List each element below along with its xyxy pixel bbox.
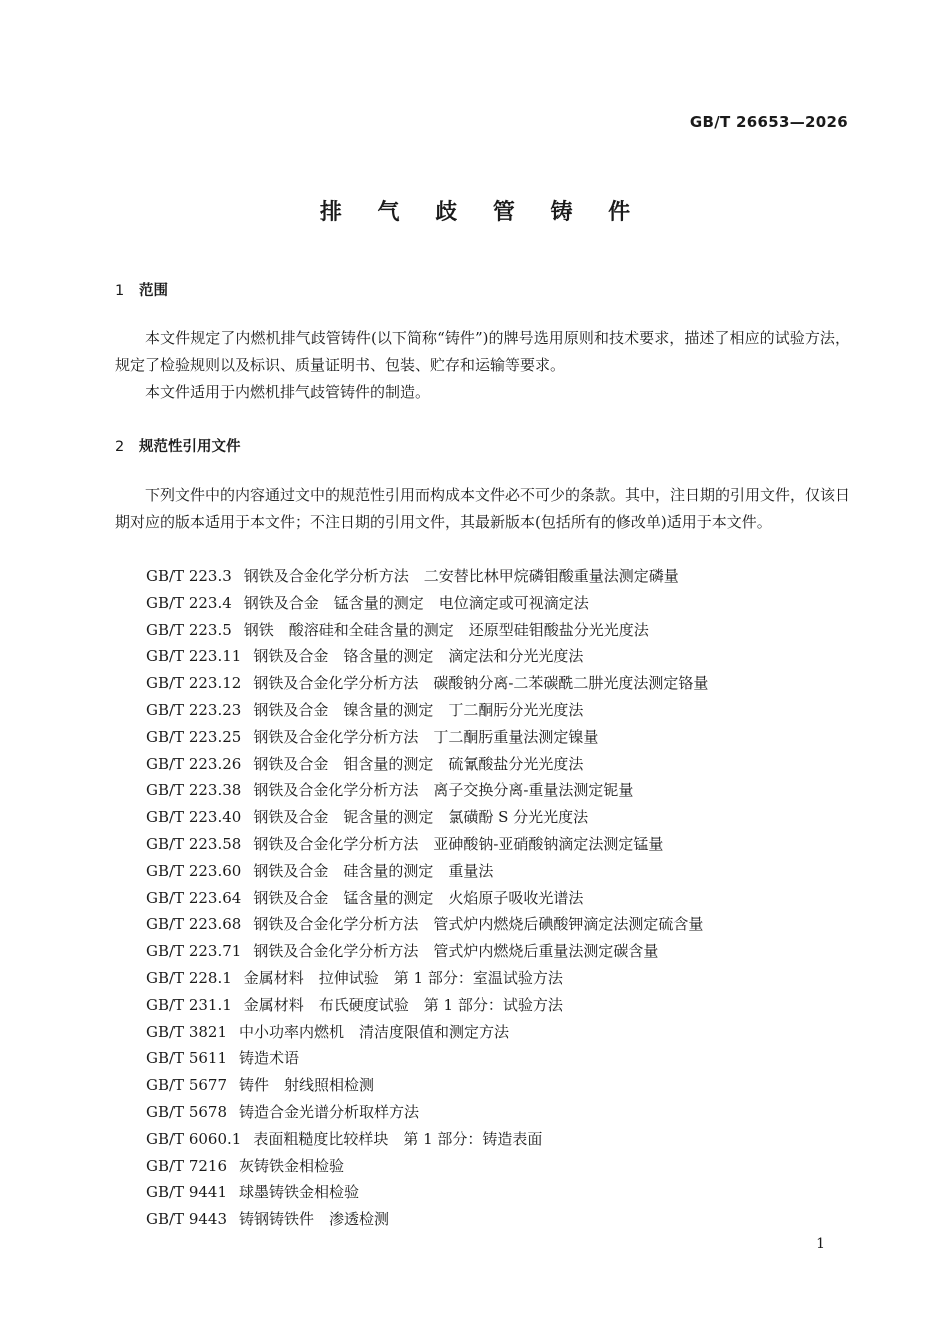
reference-title: 钢铁及合金化学分析方法 碳酸钠分离-二苯碳酰二肼光度法测定铬量: [253, 674, 709, 693]
reference-code: GB/T 223.26: [146, 754, 242, 773]
reference-code: GB/T 223.23: [146, 700, 242, 719]
reference-title: 钢铁及合金 镍含量的测定 丁二酮肟分光光度法: [253, 700, 584, 719]
reference-code: GB/T 223.58: [146, 834, 242, 853]
reference-item: [146, 697, 708, 724]
reference-item: [146, 1045, 708, 1072]
reference-title: 钢铁及合金化学分析方法 管式炉内燃烧后碘酸钾滴定法测定硫含量: [253, 915, 704, 934]
reference-code: GB/T 5677: [146, 1076, 228, 1095]
reference-code: GB/T 3821: [146, 1022, 228, 1041]
reference-title: 钢铁 酸溶硅和全硅含量的测定 还原型硅钼酸盐分光光度法: [243, 620, 649, 639]
section-1-paragraph-2: 本文件适用于内燃机排气歧管铸件的制造。: [145, 383, 431, 401]
reference-item: [146, 670, 708, 697]
standard-number: GB/T 26653—2026: [689, 113, 848, 131]
reference-title: 钢铁及合金化学分析方法 管式炉内燃烧后重量法测定碳含量: [253, 942, 659, 961]
reference-code: GB/T 9441: [146, 1183, 228, 1202]
reference-title: 铸造术语: [239, 1049, 300, 1068]
reference-item: [146, 1179, 708, 1206]
reference-list: [146, 563, 708, 1233]
reference-code: GB/T 223.3: [146, 567, 232, 585]
section-1-title: 范围: [139, 283, 168, 299]
reference-title: 钢铁及合金化学分析方法 二安替比林甲烷磷钼酸重量法测定磷量: [243, 567, 679, 585]
reference-code: GB/T 9443: [146, 1210, 228, 1229]
reference-title: 钢铁及合金 锰含量的测定 电位滴定或可视滴定法: [243, 593, 589, 612]
reference-item: [146, 992, 708, 1019]
section-2-heading: [115, 435, 241, 456]
reference-title: 金属材料 布氏硬度试验 第 1 部分：试验方法: [243, 995, 563, 1014]
section-1-paragraph-1: 本文件规定了内燃机排气歧管铸件(以下简称“铸件”)的牌号选用原则和技术要求，描述了相应的试验方法，规定了检验规则以及标识、质量证明书、包装、贮存和运输等要求。: [115, 329, 850, 374]
reference-code: GB/T 6060.1: [146, 1129, 242, 1148]
reference-item: [146, 724, 708, 751]
reference-title: 球墨铸铁金相检验: [239, 1183, 360, 1202]
reference-item: [146, 617, 708, 644]
reference-code: GB/T 223.38: [146, 781, 242, 800]
reference-code: GB/T 5611: [146, 1049, 228, 1068]
reference-code: GB/T 7216: [146, 1156, 228, 1175]
reference-code: GB/T 223.5: [146, 620, 232, 639]
reference-code: GB/T 223.40: [146, 808, 242, 827]
reference-code: GB/T 223.60: [146, 861, 242, 880]
reference-code: GB/T 5678: [146, 1102, 228, 1121]
reference-title: 金属材料 拉伸试验 第 1 部分：室温试验方法: [243, 968, 563, 987]
reference-title: 铸造合金光谱分析取样方法: [239, 1102, 420, 1121]
reference-code: GB/T 223.12: [146, 674, 242, 693]
reference-title: 钢铁及合金化学分析方法 亚砷酸钠-亚硝酸钠滴定法测定锰量: [253, 834, 664, 853]
reference-title: 钢铁及合金化学分析方法 丁二酮肟重量法测定镍量: [253, 727, 599, 746]
reference-item: [146, 885, 708, 912]
reference-item: [146, 1153, 708, 1180]
reference-item: [146, 1206, 708, 1233]
reference-item: [146, 1099, 708, 1126]
section-1-heading: [115, 279, 168, 300]
reference-item: [146, 1072, 708, 1099]
reference-item: [146, 858, 708, 885]
reference-title: 钢铁及合金 硅含量的测定 重量法: [253, 861, 494, 880]
section-2-intro: 下列文件中的内容通过文中的规范性引用而构成本文件必不可少的条款。其中，注日期的引用文件，仅该日期对应的版本适用于本文件；不注日期的引用文件，其最新版本(包括所有的修改单)适用于本文件。: [115, 486, 851, 531]
section-1-number: 1: [115, 283, 125, 299]
reference-title: 中小功率内燃机 清洁度限值和测定方法: [239, 1022, 510, 1041]
reference-title: 铸钢铸铁件 渗透检测: [239, 1210, 390, 1229]
reference-item: [146, 563, 708, 590]
section-2-title: 规范性引用文件: [139, 439, 241, 455]
reference-code: GB/T 228.1: [146, 968, 232, 987]
reference-title: 钢铁及合金 铌含量的测定 氯磺酚 S 分光光度法: [253, 808, 589, 827]
reference-item: [146, 938, 708, 965]
reference-code: GB/T 223.11: [146, 647, 242, 666]
reference-code: GB/T 223.68: [146, 915, 242, 934]
section-2-number: 2: [115, 439, 125, 455]
reference-code: GB/T 231.1: [146, 995, 232, 1014]
reference-item: [146, 777, 708, 804]
reference-title: 灰铸铁金相检验: [239, 1156, 345, 1175]
reference-item: [146, 590, 708, 617]
page-number: 1: [816, 1236, 825, 1252]
reference-item: [146, 751, 708, 778]
document-title: 排 气 歧 管 铸 件: [319, 200, 645, 225]
reference-item: [146, 1019, 708, 1046]
reference-item: [146, 804, 708, 831]
reference-code: GB/T 223.71: [146, 942, 242, 961]
reference-item: [146, 911, 708, 938]
reference-title: 表面粗糙度比较样块 第 1 部分：铸造表面: [253, 1129, 543, 1148]
reference-title: 钢铁及合金化学分析方法 离子交换分离-重量法测定铌量: [253, 781, 634, 800]
reference-title: 钢铁及合金 锰含量的测定 火焰原子吸收光谱法: [253, 888, 584, 907]
reference-code: GB/T 223.4: [146, 593, 232, 612]
reference-item: [146, 643, 708, 670]
reference-item: [146, 965, 708, 992]
reference-title: 铸件 射线照相检测: [239, 1076, 375, 1095]
reference-title: 钢铁及合金 铬含量的测定 滴定法和分光光度法: [253, 647, 584, 666]
reference-item: [146, 831, 708, 858]
reference-item: [146, 1126, 708, 1153]
reference-code: GB/T 223.25: [146, 727, 242, 746]
reference-title: 钢铁及合金 钼含量的测定 硫氰酸盐分光光度法: [253, 754, 584, 773]
reference-code: GB/T 223.64: [146, 888, 242, 907]
